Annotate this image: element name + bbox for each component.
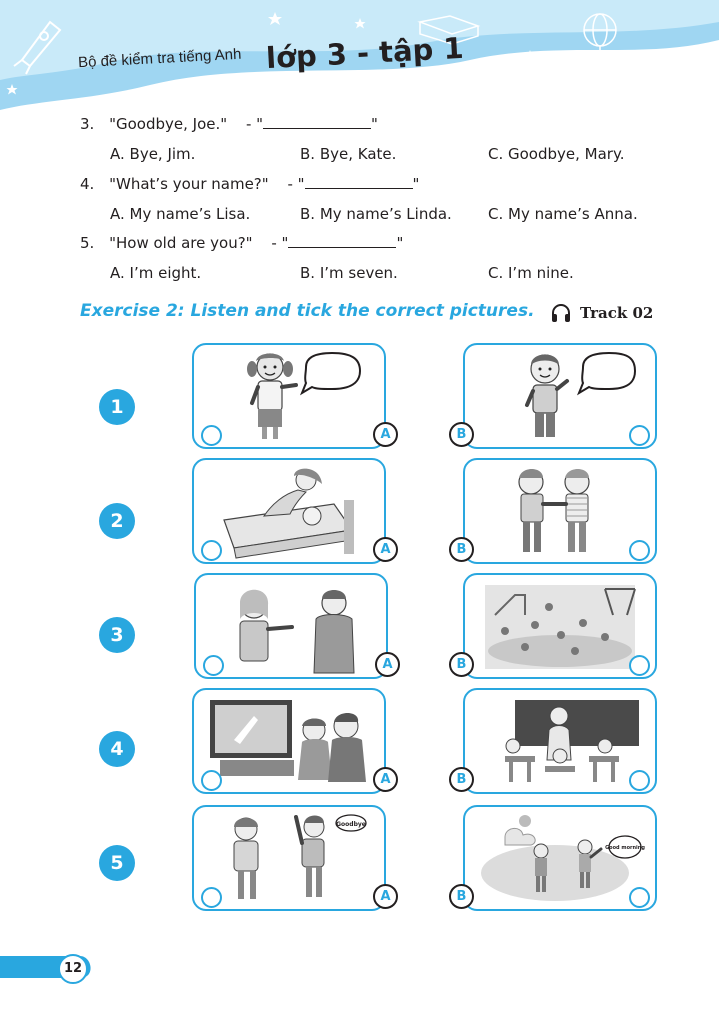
question-number: 5.: [80, 234, 95, 252]
exercise-title: Exercise 2: Listen and tick the correct pictures.: [80, 301, 535, 321]
two-boys-shaking-hands-image: [465, 460, 655, 562]
tick-circle[interactable]: [629, 540, 650, 561]
answer-prefix: - ": [245, 115, 264, 133]
tick-circle[interactable]: [629, 655, 650, 676]
question-number: 4.: [80, 175, 95, 193]
question-5: [80, 233, 403, 252]
option-a-label: A: [373, 422, 398, 447]
answer-blank[interactable]: [305, 174, 413, 189]
tick-circle[interactable]: [201, 540, 222, 561]
answer-prefix: - ": [287, 175, 305, 193]
row-number: 3: [99, 617, 135, 653]
tick-circle[interactable]: [203, 655, 224, 676]
answer-suffix: ": [371, 115, 378, 133]
option-b[interactable]: B. Bye, Kate.: [300, 145, 397, 163]
option-a[interactable]: A. I’m eight.: [110, 264, 202, 282]
classroom-teacher-image: [465, 690, 655, 792]
two-children-talking-image: [196, 575, 386, 677]
answer-suffix: ": [396, 234, 404, 252]
mother-and-sleeping-child-image: [194, 460, 384, 562]
tick-circle[interactable]: [629, 887, 650, 908]
option-b-label: B: [449, 422, 474, 447]
option-a-label: A: [373, 537, 398, 562]
headphones-icon: [550, 302, 572, 324]
row-number: 4: [99, 731, 135, 767]
picture-card-a[interactable]: [192, 343, 391, 449]
picture-card-b[interactable]: [456, 573, 657, 679]
question-3: [80, 114, 378, 133]
boy-speaking-image: [465, 345, 655, 447]
option-a-label: A: [373, 884, 398, 909]
track-label: Track 02: [580, 304, 654, 322]
tick-circle[interactable]: [201, 425, 222, 446]
option-b-label: B: [449, 884, 474, 909]
picture-card-b[interactable]: [456, 343, 657, 449]
picture-card-a[interactable]: [192, 688, 391, 794]
option-a[interactable]: A. Bye, Jim.: [110, 145, 196, 163]
answer-prefix: - ": [271, 234, 289, 252]
picture-card-a[interactable]: [192, 805, 391, 911]
option-b-label: B: [449, 767, 474, 792]
question-prompt: "What’s your name?": [109, 175, 269, 193]
picture-card-a[interactable]: [194, 573, 393, 679]
children-good-morning-image: [465, 807, 655, 909]
option-a-label: A: [375, 652, 400, 677]
playground-image: [465, 575, 655, 677]
option-b[interactable]: B. I’m seven.: [300, 264, 398, 282]
row-number: 1: [99, 389, 135, 425]
answer-blank[interactable]: [288, 233, 396, 248]
answer-blank[interactable]: [263, 114, 371, 129]
option-a[interactable]: A. My name’s Lisa.: [110, 205, 251, 223]
children-watching-tv-image: [194, 690, 384, 792]
girl-speaking-image: [194, 345, 384, 447]
picture-card-b[interactable]: [456, 458, 657, 564]
option-c[interactable]: C. Goodbye, Mary.: [488, 145, 625, 163]
page-number: 12: [58, 954, 88, 984]
option-c[interactable]: C. I’m nine.: [488, 264, 574, 282]
option-b-label: B: [449, 652, 474, 677]
bubble-text: Good morning: [605, 845, 645, 851]
option-b-label: B: [449, 537, 474, 562]
tick-circle[interactable]: [629, 770, 650, 791]
option-b[interactable]: B. My name’s Linda.: [300, 205, 452, 223]
row-number: 2: [99, 503, 135, 539]
answer-suffix: ": [412, 175, 420, 193]
header-title: lớp 3 - tập 1: [265, 30, 465, 76]
tick-circle[interactable]: [201, 887, 222, 908]
option-a-label: A: [373, 767, 398, 792]
tick-circle[interactable]: [201, 770, 222, 791]
children-saying-goodbye-image: [194, 807, 384, 909]
option-c[interactable]: C. My name’s Anna.: [488, 205, 638, 223]
bubble-text: Goodbye: [336, 821, 366, 828]
row-number: 5: [99, 845, 135, 881]
tick-circle[interactable]: [629, 425, 650, 446]
question-prompt: "Goodbye, Joe.": [109, 115, 228, 133]
question-prompt: "How old are you?": [109, 234, 253, 252]
question-number: 3.: [80, 115, 95, 133]
picture-card-a[interactable]: [192, 458, 391, 564]
header-subtitle: Bộ đề kiểm tra tiếng Anh: [77, 45, 242, 72]
question-4: [80, 174, 419, 193]
picture-card-b[interactable]: [456, 805, 657, 911]
picture-card-b[interactable]: [456, 688, 657, 794]
